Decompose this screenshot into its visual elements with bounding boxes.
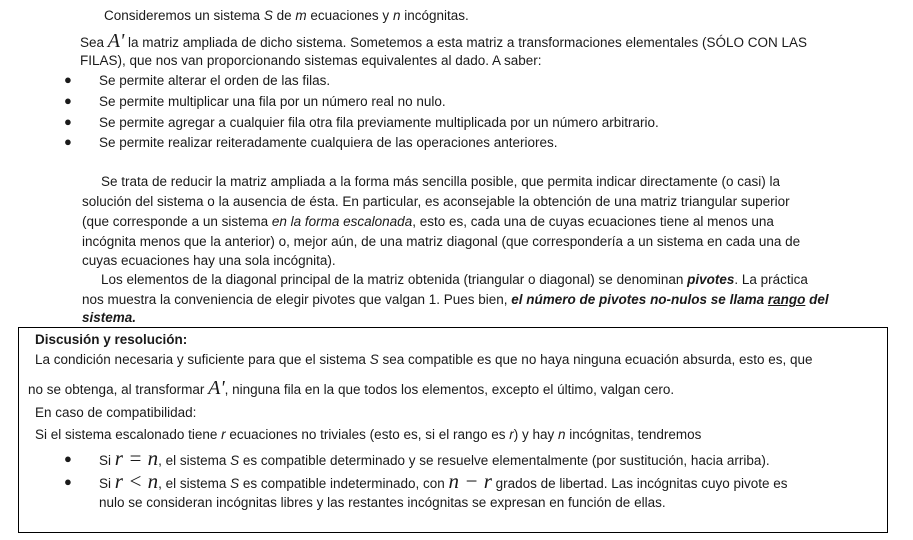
text: Si — [99, 453, 115, 468]
text: sea compatible es que no haya ninguna ecuación absurda, esto es, que — [378, 352, 813, 367]
box-line-1 — [35, 350, 813, 370]
var-S: S — [230, 476, 240, 491]
text: . La práctica — [734, 272, 808, 287]
para3-line-1 — [101, 270, 808, 290]
text: Si el sistema escalonado tiene — [35, 427, 222, 442]
text: Sea — [80, 35, 108, 50]
term-pivotes: pivotes — [687, 272, 735, 287]
definition-text: del — [805, 292, 829, 307]
var-r: r — [221, 427, 226, 442]
var-n: n — [558, 427, 566, 442]
box-title: Discusión y resolución: — [35, 332, 188, 347]
box-line-4 — [35, 425, 701, 445]
bullet-icon: ● — [64, 451, 72, 466]
math-n-minus-r: n − r — [448, 469, 492, 493]
bullet-icon: ● — [64, 114, 72, 129]
text-italic: en la forma escalonada — [271, 214, 413, 229]
var-S: S — [230, 453, 240, 468]
text: Los elementos de la diagonal principal de la matriz obtenida (triangular o diagonal) se denominan — [101, 272, 688, 287]
definition-text: el número de pivotes no-nulos se llama — [511, 292, 768, 307]
text: (que corresponde a un sistema — [82, 214, 272, 229]
bullet-item-4: Se permite realizar reiteradamente cualquiera de las operaciones anteriores. — [99, 135, 558, 150]
text: , el sistema — [158, 476, 231, 491]
math-A-prime: A' — [208, 377, 225, 399]
text: grados de libertad. Las incógnitas cuyo pivote es — [491, 476, 788, 491]
var-r: r — [509, 427, 514, 442]
bullet-icon: ● — [64, 93, 72, 108]
text: incógnitas, tendremos — [565, 427, 702, 442]
para2-line-4: incógnita menos que la anterior) o, mejor aún, de una matriz diagonal (que correspondería a un sistema en cada una de — [82, 234, 801, 249]
math-r-equals-n: r = n — [114, 446, 159, 470]
bullet-item-2: Se permite multiplicar una fila por un número real no nulo. — [99, 94, 446, 109]
bullet-icon: ● — [64, 474, 72, 489]
box-line-3: En caso de compatibilidad: — [35, 405, 197, 420]
text: ecuaciones no triviales (esto es, si el rango es — [225, 427, 510, 442]
text: , ninguna fila en la que todos los elementos, excepto el último, valgan cero. — [224, 382, 675, 397]
text: , esto es, cada una de cuyas ecuaciones tiene al menos una — [412, 214, 774, 229]
var-m: m — [295, 8, 307, 23]
var-S: S — [369, 352, 379, 367]
var-n: n — [392, 8, 401, 23]
var-S: S — [263, 8, 273, 23]
text: es compatible determinado y se resuelve elementalmente (por sustitución, hacia arriba). — [239, 453, 770, 468]
para2-line-5: cuyas ecuaciones hay una sola incógnita). — [82, 253, 336, 268]
box-bullet-2-line-2: nulo se consideran incógnitas libres y las restantes incógnitas se expresan en función de ellas. — [99, 495, 666, 510]
math-r-less-n: r < n — [114, 469, 159, 493]
text: la matriz ampliada de dicho sistema. Sometemos a esta matriz a transformaciones elementales (SÓLO CON LAS — [124, 35, 808, 50]
text: La condición necesaria y suficiente para que el sistema — [35, 352, 370, 367]
box-bullet-1 — [99, 448, 770, 471]
text: , el sistema — [158, 453, 231, 468]
text: no se obtenga, al transformar — [28, 382, 209, 397]
text: Si — [99, 476, 115, 491]
para2-line-1: Se trata de reducir la matriz ampliada a la forma más sencilla posible, que permita indicar directamente (o casi) la — [101, 174, 781, 189]
bullet-icon: ● — [64, 134, 72, 149]
intro-line-3: FILAS), que nos van proporcionando sistemas equivalentes al dado. A saber: — [80, 53, 542, 68]
intro-line-1 — [104, 6, 469, 26]
text: de — [272, 8, 296, 23]
para3-line-3 — [82, 308, 136, 328]
bullet-item-3: Se permite agregar a cualquier fila otra fila previamente multiplicada por un número arbitrario. — [99, 115, 659, 130]
para3-line-2 — [82, 290, 829, 310]
bullet-item-1: Se permite alterar el orden de las filas. — [99, 73, 331, 88]
text: es compatible indeterminado, con — [239, 476, 449, 491]
text: ecuaciones y — [306, 8, 393, 23]
definition-text: sistema. — [82, 310, 137, 325]
text: ) y hay — [513, 427, 559, 442]
intro-line-2 — [80, 31, 807, 53]
para2-line-3 — [82, 212, 774, 232]
math-A-prime: A' — [107, 30, 125, 52]
para2-line-2: solución del sistema o la ausencia de ésta. En particular, es aconsejable la obtención de una matriz triangular superior — [82, 194, 790, 209]
term-rango: rango — [767, 292, 806, 307]
text: incógnitas. — [400, 8, 469, 23]
box-bullet-2 — [99, 471, 788, 494]
text: nos muestra la conveniencia de elegir pivotes que valgan 1. Pues bien, — [82, 292, 512, 307]
box-line-2 — [28, 378, 674, 400]
bullet-icon: ● — [64, 72, 72, 87]
text: Consideremos un sistema — [104, 8, 264, 23]
